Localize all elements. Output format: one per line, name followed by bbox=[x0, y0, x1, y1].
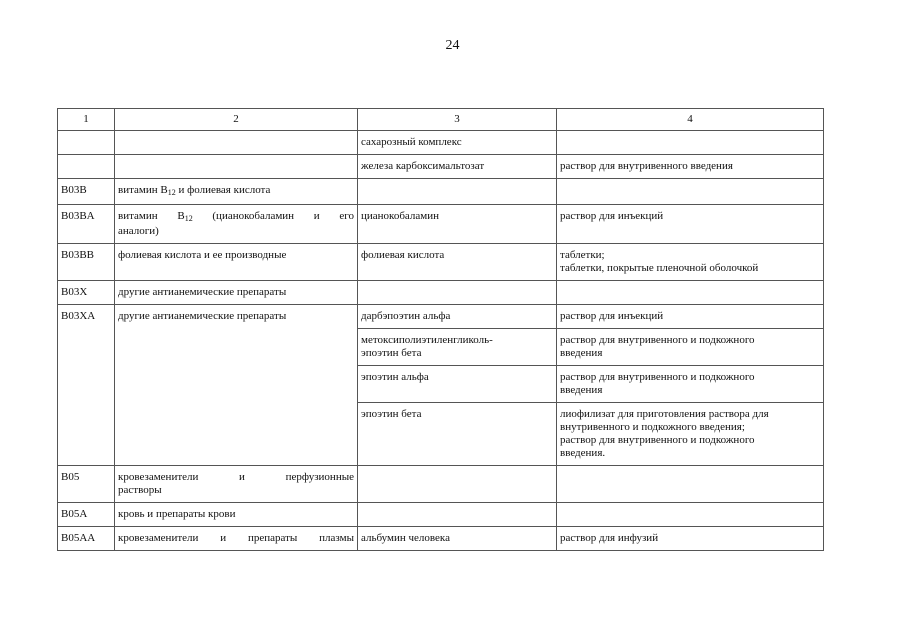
substance-cell bbox=[358, 503, 557, 527]
dosage-form-cell bbox=[557, 329, 824, 366]
dosage-form-cell bbox=[557, 466, 824, 503]
table-row bbox=[58, 205, 824, 244]
page-number: 24 bbox=[445, 38, 460, 53]
dosage-form-cell bbox=[557, 281, 824, 305]
substance-cell bbox=[358, 329, 557, 366]
substance-cell: эпоэтин бета bbox=[358, 403, 557, 466]
group-word: (цианокобаламин bbox=[212, 210, 295, 222]
group-word: кровезаменители bbox=[118, 471, 199, 483]
table-row bbox=[58, 527, 824, 551]
substance-cell: железа карбоксимальтозат bbox=[358, 155, 557, 179]
group-line: аналоги) bbox=[118, 225, 159, 237]
atc-code-cell: B03BA bbox=[58, 205, 115, 244]
substance-cell bbox=[358, 179, 557, 205]
subscript: 12 bbox=[167, 188, 176, 197]
group-word: кровезаменители bbox=[118, 532, 199, 544]
table-row bbox=[58, 305, 824, 329]
substance-cell bbox=[358, 466, 557, 503]
table-row bbox=[58, 281, 824, 305]
dosage-form-line: введения. bbox=[560, 447, 606, 459]
dosage-form-cell bbox=[557, 366, 824, 403]
substance-line: метоксиполиэтиленгликоль- bbox=[361, 334, 493, 346]
table-header-row bbox=[58, 109, 824, 131]
atc-code-cell bbox=[58, 131, 115, 155]
group-text-suffix: и фолиевая кислота bbox=[175, 184, 271, 196]
group-line bbox=[118, 210, 354, 225]
dosage-form-line: раствор для внутривенного и подкожного bbox=[560, 434, 755, 446]
substance-cell: альбумин человека bbox=[358, 527, 557, 551]
group-text-prefix: витамин B bbox=[118, 184, 168, 196]
dosage-form-line: введения bbox=[560, 384, 603, 396]
table-row bbox=[58, 155, 824, 179]
dosage-form-cell bbox=[557, 403, 824, 466]
atc-code-cell: B03X bbox=[58, 281, 115, 305]
atc-code-cell: B05 bbox=[58, 466, 115, 503]
substance-cell: эпоэтин альфа bbox=[358, 366, 557, 403]
column-header-3: 3 bbox=[358, 109, 557, 131]
substance-cell bbox=[358, 281, 557, 305]
substance-cell: сахарозный комплекс bbox=[358, 131, 557, 155]
group-cell: кровь и препараты крови bbox=[115, 503, 358, 527]
group-word: его bbox=[339, 210, 354, 222]
column-header-1: 1 bbox=[58, 109, 115, 131]
group-line bbox=[118, 532, 354, 545]
dosage-form-line: таблетки; bbox=[560, 249, 605, 261]
substance-cell: дарбэпоэтин альфа bbox=[358, 305, 557, 329]
group-cell bbox=[115, 527, 358, 551]
dosage-form-line: раствор для внутривенного и подкожного bbox=[560, 334, 755, 346]
dosage-form-cell bbox=[557, 244, 824, 281]
group-word: перфузионные bbox=[285, 471, 354, 483]
dosage-form-cell bbox=[557, 131, 824, 155]
group-cell bbox=[115, 155, 358, 179]
group-cell bbox=[115, 131, 358, 155]
group-word: и bbox=[313, 210, 320, 222]
column-header-2: 2 bbox=[115, 109, 358, 131]
atc-code-cell: B03XA bbox=[58, 305, 115, 466]
group-cell bbox=[115, 205, 358, 244]
medicines-table bbox=[57, 108, 824, 551]
dosage-form-line: раствор для внутривенного и подкожного bbox=[560, 371, 755, 383]
atc-code-cell: B05AA bbox=[58, 527, 115, 551]
table-row bbox=[58, 503, 824, 527]
table-row bbox=[58, 179, 824, 205]
dosage-form-cell: раствор для инъекций bbox=[557, 305, 824, 329]
atc-code-cell: B03B bbox=[58, 179, 115, 205]
dosage-form-cell: раствор для инъекций bbox=[557, 205, 824, 244]
group-word: и bbox=[220, 532, 227, 544]
substance-line: эпоэтин бета bbox=[361, 347, 422, 359]
group-line: растворы bbox=[118, 484, 162, 496]
atc-code-cell: B03BB bbox=[58, 244, 115, 281]
dosage-form-cell bbox=[557, 179, 824, 205]
dosage-form-line: внутривенного и подкожного введения; bbox=[560, 421, 745, 433]
group-cell bbox=[115, 179, 358, 205]
dosage-form-cell bbox=[557, 503, 824, 527]
group-word: и bbox=[239, 471, 245, 483]
group-word: плазмы bbox=[319, 532, 354, 544]
dosage-form-cell: раствор для внутривенного введения bbox=[557, 155, 824, 179]
group-line bbox=[118, 471, 354, 484]
dosage-form-line: лиофилизат для приготовления раствора для bbox=[560, 408, 769, 420]
group-word bbox=[177, 210, 192, 225]
dosage-form-cell: раствор для инфузий bbox=[557, 527, 824, 551]
table-row bbox=[58, 466, 824, 503]
table-row bbox=[58, 244, 824, 281]
table-row bbox=[58, 131, 824, 155]
column-header-4: 4 bbox=[557, 109, 824, 131]
subscript: 12 bbox=[184, 214, 193, 223]
group-word-prefix: B bbox=[177, 210, 185, 222]
dosage-form-line: таблетки, покрытые пленочной оболочкой bbox=[560, 262, 759, 274]
group-word: препараты bbox=[247, 532, 298, 544]
group-word: витамин bbox=[118, 210, 158, 222]
substance-cell: цианокобаламин bbox=[358, 205, 557, 244]
group-cell: другие антианемические препараты bbox=[115, 305, 358, 466]
substance-cell: фолиевая кислота bbox=[358, 244, 557, 281]
group-cell: фолиевая кислота и ее производные bbox=[115, 244, 358, 281]
atc-code-cell bbox=[58, 155, 115, 179]
atc-code-cell: B05A bbox=[58, 503, 115, 527]
group-cell: другие антианемические препараты bbox=[115, 281, 358, 305]
dosage-form-line: введения bbox=[560, 347, 603, 359]
group-cell bbox=[115, 466, 358, 503]
